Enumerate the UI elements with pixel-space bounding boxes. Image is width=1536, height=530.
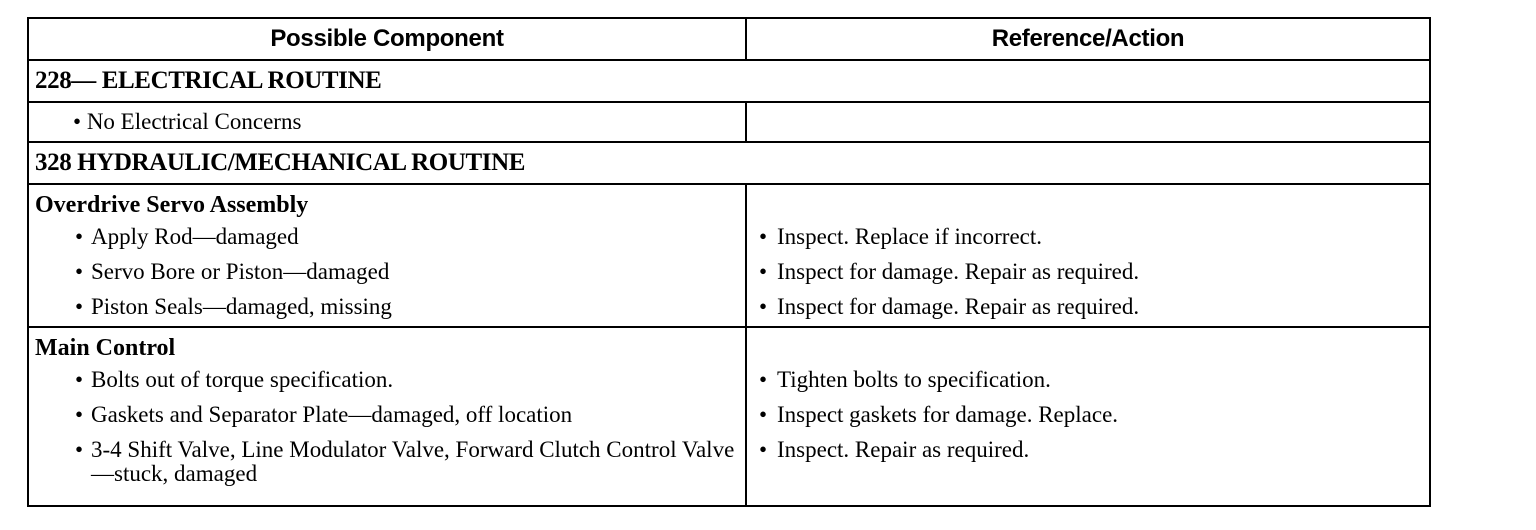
bullet: • <box>75 367 84 392</box>
action-item <box>759 225 1429 260</box>
action-cell <box>747 103 1429 141</box>
action-text: Tighten bolts to specification. <box>777 367 1051 392</box>
bullet: • <box>75 402 84 427</box>
group-main-control <box>29 328 1429 505</box>
header-reference-action: Reference/Action <box>991 25 1185 52</box>
action-item <box>759 260 1429 295</box>
bullet: • <box>73 109 82 134</box>
action-item <box>759 295 1429 330</box>
action-cell <box>747 185 1429 326</box>
bullet: • <box>75 437 84 462</box>
header-possible-component: Possible Component <box>29 19 747 59</box>
group-overdrive-servo-assembly <box>29 185 1429 328</box>
component-cell <box>29 103 747 141</box>
diagnostic-table <box>27 17 1431 507</box>
section-electrical-routine: 228— ELECTRICAL ROUTINE <box>29 61 1429 103</box>
component-item: 3-4 Shift Valve, Line Modulator Valve, Forward Clutch Control Valve—stuck, damaged <box>91 437 735 486</box>
bullet: • <box>75 294 84 319</box>
bullet: • <box>759 402 768 427</box>
bullet: • <box>759 367 768 392</box>
bullet: • <box>759 224 768 249</box>
component-item: Servo Bore or Piston—damaged <box>91 259 390 284</box>
table-row <box>29 103 1429 143</box>
component-cell <box>29 185 747 326</box>
component-item: No Electrical Concerns <box>86 109 302 134</box>
list-item <box>35 368 745 403</box>
list-item <box>35 403 745 438</box>
component-item: Bolts out of torque specification. <box>91 367 394 392</box>
section-hydraulic-mechanical-routine: 328 HYDRAULIC/MECHANICAL ROUTINE <box>29 143 1429 185</box>
action-text: Inspect for damage. Repair as required. <box>777 294 1140 319</box>
component-cell <box>29 328 747 505</box>
table-header-row <box>29 19 1429 61</box>
list-item <box>35 295 745 330</box>
bullet: • <box>759 259 768 284</box>
component-item: Gaskets and Separator Plate—damaged, off location <box>91 402 573 427</box>
action-item <box>759 403 1429 438</box>
action-text: Inspect for damage. Repair as required. <box>777 259 1140 284</box>
component-item: Apply Rod—damaged <box>91 224 299 249</box>
action-item <box>759 368 1429 403</box>
bullet: • <box>759 437 768 462</box>
list-item <box>35 260 745 295</box>
action-text: Inspect. Repair as required. <box>777 437 1030 462</box>
list-item <box>35 225 745 260</box>
group-title: Main Control <box>35 335 176 361</box>
bullet: • <box>75 224 84 249</box>
action-text: Inspect gaskets for damage. Replace. <box>777 402 1119 427</box>
bullet: • <box>759 294 768 319</box>
component-item: Piston Seals—damaged, missing <box>91 294 392 319</box>
bullet: • <box>75 259 84 284</box>
action-text: Inspect. Replace if incorrect. <box>777 224 1043 249</box>
action-cell <box>747 328 1429 505</box>
action-item <box>759 438 1429 473</box>
group-title: Overdrive Servo Assembly <box>35 192 309 218</box>
list-item <box>35 438 745 486</box>
